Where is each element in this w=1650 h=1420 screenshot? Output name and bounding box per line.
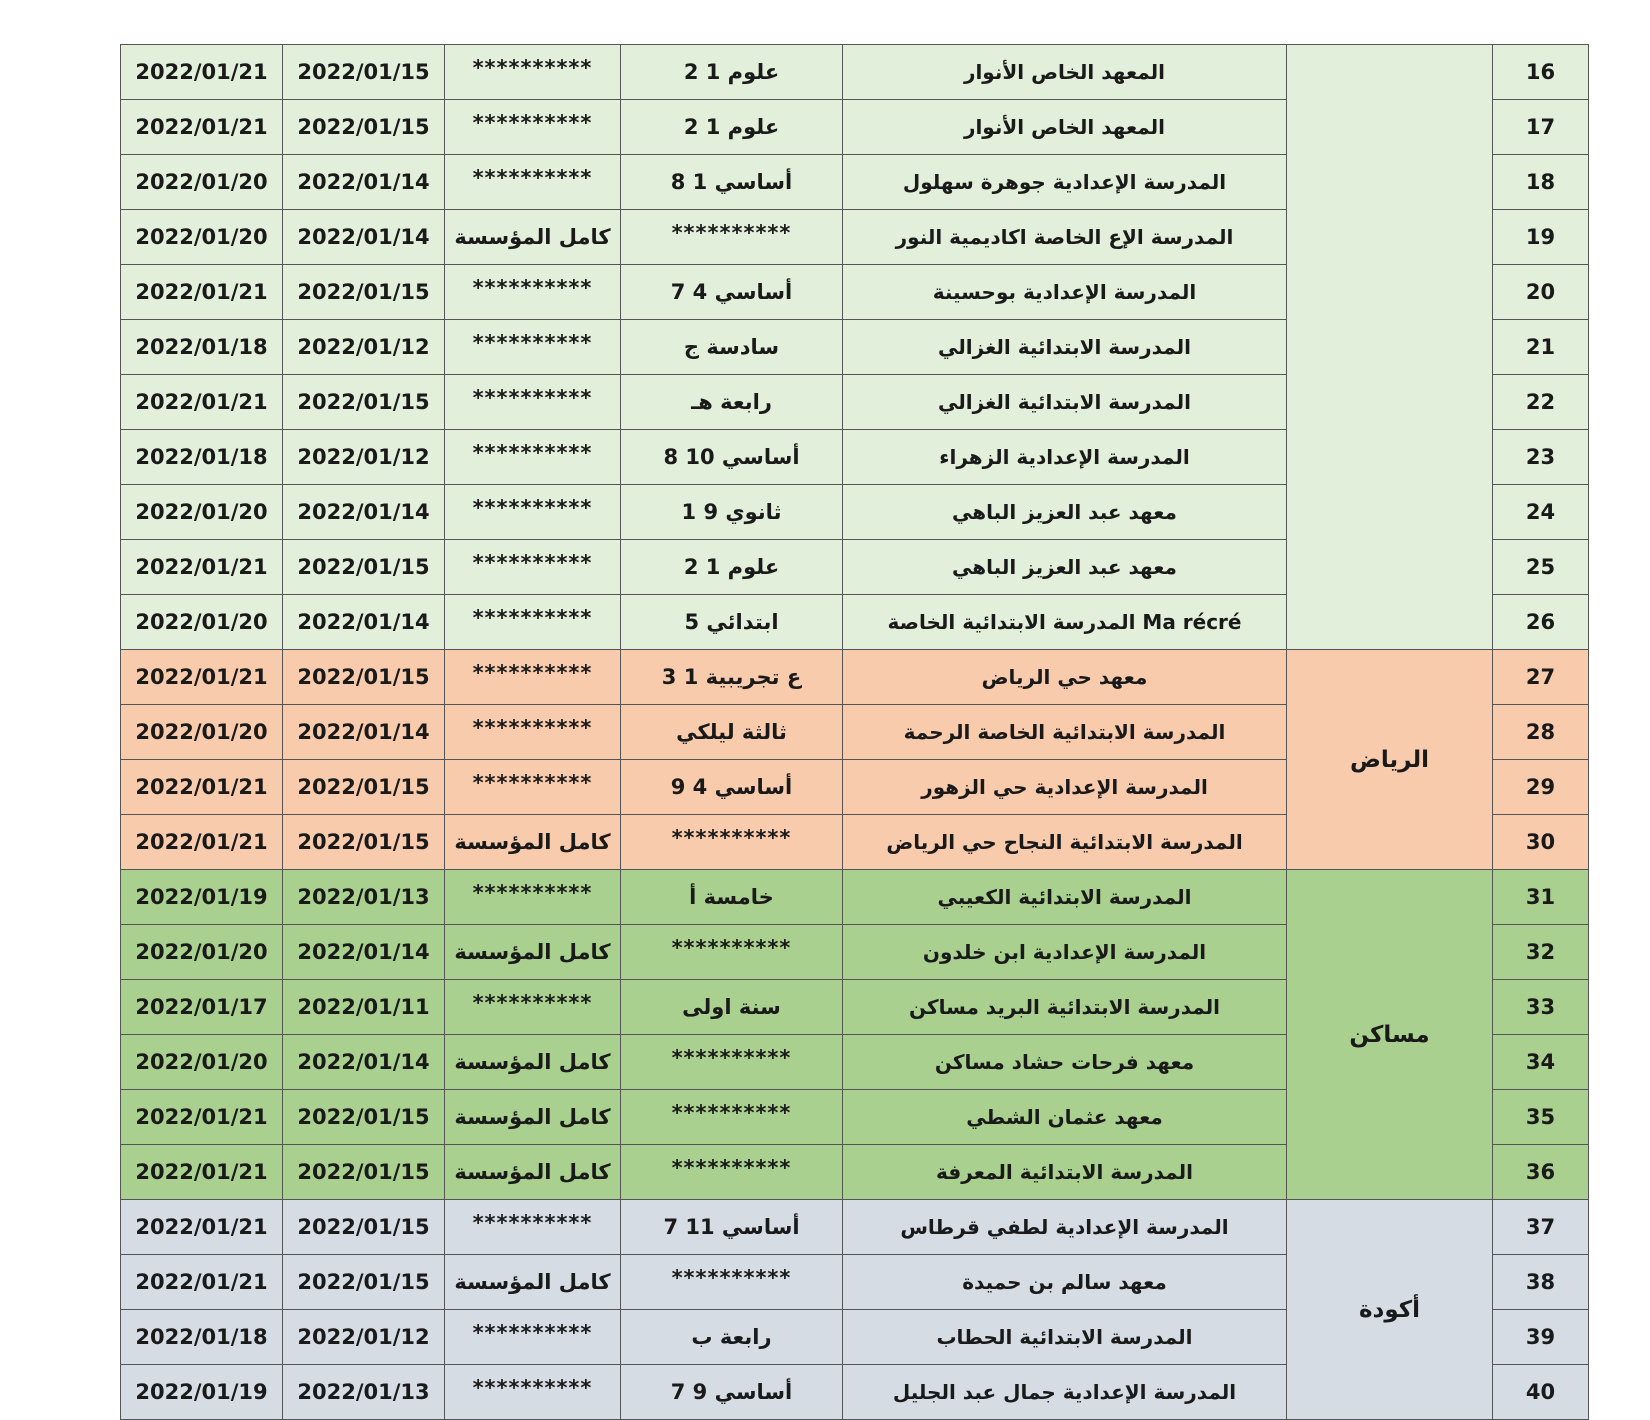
end-date-cell: 2022/01/20	[121, 485, 283, 540]
start-date-cell: 2022/01/14	[283, 155, 445, 210]
scope-cell: **********	[445, 1310, 621, 1365]
school-name-cell: المعهد الخاص الأنوار	[843, 45, 1287, 100]
scope-cell: **********	[445, 320, 621, 375]
school-name-cell: المدرسة الابتدائية الكعيبي	[843, 870, 1287, 925]
row-number-cell: 40	[1493, 1365, 1589, 1420]
end-date-cell: 2022/01/21	[121, 1255, 283, 1310]
school-name-cell: المدرسة الإعدادية جمال عبد الجليل	[843, 1365, 1287, 1420]
school-name-cell: معهد سالم بن حميدة	[843, 1255, 1287, 1310]
start-date-cell: 2022/01/15	[283, 650, 445, 705]
school-name-cell: معهد عبد العزيز الباهي	[843, 485, 1287, 540]
row-number-cell: 31	[1493, 870, 1589, 925]
scope-cell: **********	[445, 1200, 621, 1255]
start-date-cell: 2022/01/15	[283, 1090, 445, 1145]
school-name-cell: المدرسة الإعدادية جوهرة سهلول	[843, 155, 1287, 210]
school-name-cell: المدرسة الابتدائية الغزالي	[843, 320, 1287, 375]
scope-cell: كامل المؤسسة	[445, 1035, 621, 1090]
row-number-cell: 38	[1493, 1255, 1589, 1310]
school-name-cell: المدرسة الإعدادية حي الزهور	[843, 760, 1287, 815]
class-cell: **********	[621, 1090, 843, 1145]
class-cell: **********	[621, 210, 843, 265]
row-number-cell: 28	[1493, 705, 1589, 760]
end-date-cell: 2022/01/18	[121, 430, 283, 485]
row-number-cell: 33	[1493, 980, 1589, 1035]
row-number-cell: 32	[1493, 925, 1589, 980]
scope-cell: **********	[445, 485, 621, 540]
end-date-cell: 2022/01/20	[121, 1035, 283, 1090]
row-number-cell: 39	[1493, 1310, 1589, 1365]
school-name-cell: المدرسة الابتدائية المعرفة	[843, 1145, 1287, 1200]
scope-cell: كامل المؤسسة	[445, 925, 621, 980]
start-date-cell: 2022/01/15	[283, 265, 445, 320]
school-name-cell: معهد عبد العزيز الباهي	[843, 540, 1287, 595]
table-body	[121, 45, 1589, 1420]
scope-cell: **********	[445, 265, 621, 320]
start-date-cell: 2022/01/11	[283, 980, 445, 1035]
scope-cell: **********	[445, 595, 621, 650]
end-date-cell: 2022/01/20	[121, 705, 283, 760]
row-number-cell: 35	[1493, 1090, 1589, 1145]
class-cell: رابعة هـ	[621, 375, 843, 430]
school-name-cell: المدرسة الابتدائية النجاح حي الرياض	[843, 815, 1287, 870]
class-cell: **********	[621, 925, 843, 980]
start-date-cell: 2022/01/12	[283, 1310, 445, 1365]
region-cell: مساكن	[1287, 870, 1493, 1200]
start-date-cell: 2022/01/14	[283, 1035, 445, 1090]
class-cell: 9 أساسي 4	[621, 760, 843, 815]
start-date-cell: 2022/01/15	[283, 375, 445, 430]
end-date-cell: 2022/01/17	[121, 980, 283, 1035]
row-number-cell: 36	[1493, 1145, 1589, 1200]
start-date-cell: 2022/01/13	[283, 1365, 445, 1420]
end-date-cell: 2022/01/21	[121, 540, 283, 595]
end-date-cell: 2022/01/21	[121, 1145, 283, 1200]
end-date-cell: 2022/01/21	[121, 100, 283, 155]
row-number-cell: 24	[1493, 485, 1589, 540]
school-name-cell: المدرسة الإعدادية بوحسينة	[843, 265, 1287, 320]
start-date-cell: 2022/01/15	[283, 540, 445, 595]
school-name-cell: المدرسة الابتدائية الحطاب	[843, 1310, 1287, 1365]
scope-cell: كامل المؤسسة	[445, 1255, 621, 1310]
scope-cell: **********	[445, 650, 621, 705]
start-date-cell: 2022/01/15	[283, 1200, 445, 1255]
class-cell: 8 أساسي 10	[621, 430, 843, 485]
suspension-table	[120, 44, 1589, 1420]
scope-cell: **********	[445, 430, 621, 485]
table-row	[121, 1200, 1589, 1255]
school-name-cell: المدرسة الابتدائية الخاصة الرحمة	[843, 705, 1287, 760]
start-date-cell: 2022/01/14	[283, 925, 445, 980]
class-cell: 2 علوم 1	[621, 45, 843, 100]
scope-cell: كامل المؤسسة	[445, 815, 621, 870]
end-date-cell: 2022/01/21	[121, 815, 283, 870]
class-cell: سنة اولى	[621, 980, 843, 1035]
start-date-cell: 2022/01/14	[283, 595, 445, 650]
class-cell: **********	[621, 1145, 843, 1200]
row-number-cell: 20	[1493, 265, 1589, 320]
end-date-cell: 2022/01/20	[121, 155, 283, 210]
start-date-cell: 2022/01/14	[283, 705, 445, 760]
end-date-cell: 2022/01/21	[121, 1200, 283, 1255]
class-cell: ثالثة ليلكي	[621, 705, 843, 760]
scope-cell: كامل المؤسسة	[445, 210, 621, 265]
scope-cell: **********	[445, 870, 621, 925]
scope-cell: **********	[445, 375, 621, 430]
scope-cell: **********	[445, 760, 621, 815]
row-number-cell: 34	[1493, 1035, 1589, 1090]
class-cell: **********	[621, 1255, 843, 1310]
row-number-cell: 37	[1493, 1200, 1589, 1255]
start-date-cell: 2022/01/12	[283, 430, 445, 485]
end-date-cell: 2022/01/21	[121, 375, 283, 430]
row-number-cell: 17	[1493, 100, 1589, 155]
end-date-cell: 2022/01/21	[121, 760, 283, 815]
row-number-cell: 18	[1493, 155, 1589, 210]
school-name-cell: معهد فرحات حشاد مساكن	[843, 1035, 1287, 1090]
school-name-cell: المدرسة الإعدادية ابن خلدون	[843, 925, 1287, 980]
school-name-cell: المعهد الخاص الأنوار	[843, 100, 1287, 155]
scope-cell: **********	[445, 540, 621, 595]
row-number-cell: 27	[1493, 650, 1589, 705]
scope-cell: كامل المؤسسة	[445, 1090, 621, 1145]
class-cell: 2 علوم 1	[621, 540, 843, 595]
school-name-cell: معهد عثمان الشطي	[843, 1090, 1287, 1145]
scope-cell: **********	[445, 980, 621, 1035]
class-cell: **********	[621, 815, 843, 870]
class-cell: 7 أساسي 4	[621, 265, 843, 320]
table-row	[121, 650, 1589, 705]
class-cell: **********	[621, 1035, 843, 1090]
start-date-cell: 2022/01/13	[283, 870, 445, 925]
school-name-cell: المدرسة الابتدائية البريد مساكن	[843, 980, 1287, 1035]
end-date-cell: 2022/01/19	[121, 1365, 283, 1420]
start-date-cell: 2022/01/14	[283, 485, 445, 540]
start-date-cell: 2022/01/15	[283, 1145, 445, 1200]
start-date-cell: 2022/01/15	[283, 45, 445, 100]
start-date-cell: 2022/01/15	[283, 1255, 445, 1310]
start-date-cell: 2022/01/14	[283, 210, 445, 265]
school-name-cell: المدرسة الإعدادية لطفي قرطاس	[843, 1200, 1287, 1255]
class-cell: 7 أساسي 11	[621, 1200, 843, 1255]
region-cell	[1287, 45, 1493, 650]
class-cell: 7 أساسي 9	[621, 1365, 843, 1420]
start-date-cell: 2022/01/15	[283, 815, 445, 870]
end-date-cell: 2022/01/20	[121, 925, 283, 980]
table-row	[121, 870, 1589, 925]
class-cell: 3 ع تجريبية 1	[621, 650, 843, 705]
end-date-cell: 2022/01/20	[121, 595, 283, 650]
scope-cell: **********	[445, 705, 621, 760]
row-number-cell: 16	[1493, 45, 1589, 100]
school-name-cell: المدرسة الإع الخاصة اكاديمية النور	[843, 210, 1287, 265]
end-date-cell: 2022/01/20	[121, 210, 283, 265]
scope-cell: **********	[445, 45, 621, 100]
scope-cell: **********	[445, 155, 621, 210]
end-date-cell: 2022/01/21	[121, 45, 283, 100]
start-date-cell: 2022/01/15	[283, 100, 445, 155]
end-date-cell: 2022/01/21	[121, 265, 283, 320]
table-row	[121, 45, 1589, 100]
class-cell: خامسة أ	[621, 870, 843, 925]
class-cell: 5 ابتدائي	[621, 595, 843, 650]
school-name-cell: معهد حي الرياض	[843, 650, 1287, 705]
row-number-cell: 25	[1493, 540, 1589, 595]
region-cell: الرياض	[1287, 650, 1493, 870]
row-number-cell: 21	[1493, 320, 1589, 375]
end-date-cell: 2022/01/19	[121, 870, 283, 925]
row-number-cell: 19	[1493, 210, 1589, 265]
class-cell: 8 أساسي 1	[621, 155, 843, 210]
start-date-cell: 2022/01/12	[283, 320, 445, 375]
class-cell: 1 ثانوي 9	[621, 485, 843, 540]
start-date-cell: 2022/01/15	[283, 760, 445, 815]
end-date-cell: 2022/01/18	[121, 320, 283, 375]
scope-cell: **********	[445, 100, 621, 155]
row-number-cell: 29	[1493, 760, 1589, 815]
row-number-cell: 23	[1493, 430, 1589, 485]
school-name-cell: المدرسة الإعدادية الزهراء	[843, 430, 1287, 485]
scope-cell: كامل المؤسسة	[445, 1145, 621, 1200]
class-cell: 2 علوم 1	[621, 100, 843, 155]
school-name-cell: المدرسة الابتدائية الخاصة Ma récré	[843, 595, 1287, 650]
row-number-cell: 22	[1493, 375, 1589, 430]
class-cell: رابعة ب	[621, 1310, 843, 1365]
end-date-cell: 2022/01/21	[121, 650, 283, 705]
row-number-cell: 30	[1493, 815, 1589, 870]
scope-cell: **********	[445, 1365, 621, 1420]
row-number-cell: 26	[1493, 595, 1589, 650]
class-cell: سادسة ج	[621, 320, 843, 375]
end-date-cell: 2022/01/18	[121, 1310, 283, 1365]
school-name-cell: المدرسة الابتدائية الغزالي	[843, 375, 1287, 430]
end-date-cell: 2022/01/21	[121, 1090, 283, 1145]
region-cell: أكودة	[1287, 1200, 1493, 1420]
